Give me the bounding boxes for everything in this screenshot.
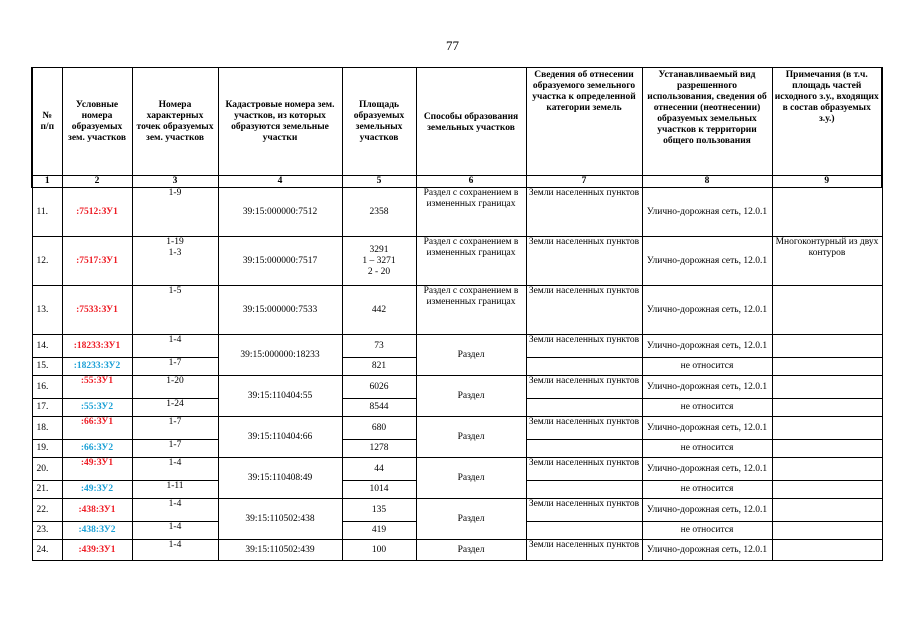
points-cell: 1-5 (132, 286, 218, 335)
row-number: 23. (32, 522, 62, 540)
note-cell (772, 358, 882, 376)
cadastral-cell: 39:15:000000:7517 (218, 237, 342, 286)
zu-label: :7512:ЗУ1 (62, 188, 132, 237)
use-cell: Улично-дорожная сеть, 12.0.1 (642, 417, 772, 440)
note-cell (772, 417, 882, 440)
zu-label: :438:ЗУ2 (62, 522, 132, 540)
cadastral-cell: 39:15:110408:49 (218, 458, 342, 499)
row-number: 22. (32, 499, 62, 522)
note-cell: Многоконтурный из двух контуров (772, 237, 882, 286)
zu-label: :66:ЗУ1 (62, 417, 132, 440)
zu-label: :18233:ЗУ1 (62, 335, 132, 358)
zu-label: :66:ЗУ2 (62, 440, 132, 458)
category-cell: Земли населенных пунктов (526, 237, 642, 286)
cadastral-cell: 39:15:000000:18233 (218, 335, 342, 376)
row-number: 21. (32, 481, 62, 499)
header-permitted-use: Устанавливаемый вид разрешенного использования, сведения об отнесении (неотнесении) образуемых земельных участков к территории общего пользования (642, 68, 772, 176)
points-cell: 1-24 (132, 399, 218, 417)
zu-label: :18233:ЗУ2 (62, 358, 132, 376)
points-cell: 1-7 (132, 440, 218, 458)
use-cell: Улично-дорожная сеть, 12.0.1 (642, 237, 772, 286)
category-cell: Земли населенных пунктов (526, 417, 642, 440)
note-cell (772, 440, 882, 458)
header-cadastral-numbers: Кадастровые номера зем. участков, из которых образуются земельные участки (218, 68, 342, 176)
area-cell: 73 (342, 335, 416, 358)
use-cell: Улично-дорожная сеть, 12.0.1 (642, 286, 772, 335)
points-cell: 1-9 (132, 188, 218, 237)
area-cell: 3291 1 – 3271 2 - 20 (342, 237, 416, 286)
note-cell (772, 188, 882, 237)
row-number: 17. (32, 399, 62, 417)
header-number: № п/п (32, 68, 62, 176)
zu-label: :439:ЗУ1 (62, 540, 132, 561)
note-cell (772, 286, 882, 335)
category-cell (526, 481, 642, 499)
use-cell: не относится (642, 522, 772, 540)
category-cell: Земли населенных пунктов (526, 499, 642, 522)
category-cell (526, 440, 642, 458)
row-number: 13. (32, 286, 62, 335)
cadastral-cell: 39:15:000000:7512 (218, 188, 342, 237)
column-number: 8 (642, 176, 772, 188)
zu-label: :55:ЗУ1 (62, 376, 132, 399)
table-row (32, 237, 882, 286)
category-cell: Земли населенных пунктов (526, 335, 642, 358)
header-points: Номера характерных точек образуемых зем. участков (132, 68, 218, 176)
table-row (32, 335, 882, 358)
land-plots-table (31, 67, 883, 561)
note-cell (772, 481, 882, 499)
row-number: 14. (32, 335, 62, 358)
page-number: 77 (446, 38, 459, 53)
category-cell: Земли населенных пунктов (526, 458, 642, 481)
use-cell: не относится (642, 399, 772, 417)
zu-label: :49:ЗУ2 (62, 481, 132, 499)
zu-label: :7517:ЗУ1 (62, 237, 132, 286)
table-row (32, 417, 882, 440)
use-cell: Улично-дорожная сеть, 12.0.1 (642, 335, 772, 358)
points-cell: 1-4 (132, 540, 218, 561)
row-number: 20. (32, 458, 62, 481)
method-cell: Раздел (416, 376, 526, 417)
note-cell (772, 522, 882, 540)
method-cell: Раздел (416, 540, 526, 561)
points-cell: 1-7 (132, 358, 218, 376)
zu-label: :438:ЗУ1 (62, 499, 132, 522)
area-cell: 680 (342, 417, 416, 440)
area-cell: 135 (342, 499, 416, 522)
method-cell: Раздел (416, 335, 526, 376)
cadastral-cell: 39:15:110404:55 (218, 376, 342, 417)
note-cell (772, 499, 882, 522)
note-cell (772, 540, 882, 561)
use-cell: Улично-дорожная сеть, 12.0.1 (642, 499, 772, 522)
category-cell (526, 399, 642, 417)
area-cell: 8544 (342, 399, 416, 417)
row-number: 16. (32, 376, 62, 399)
use-cell: Улично-дорожная сеть, 12.0.1 (642, 188, 772, 237)
method-cell: Раздел (416, 458, 526, 499)
note-cell (772, 458, 882, 481)
note-cell (772, 335, 882, 358)
area-cell: 1014 (342, 481, 416, 499)
row-number: 12. (32, 237, 62, 286)
column-number: 2 (62, 176, 132, 188)
area-cell: 100 (342, 540, 416, 561)
use-cell: Улично-дорожная сеть, 12.0.1 (642, 376, 772, 399)
area-cell: 2358 (342, 188, 416, 237)
use-cell: не относится (642, 481, 772, 499)
note-cell (772, 376, 882, 399)
header-area: Площадь образуемых земельных участков (342, 68, 416, 176)
points-cell: 1-4 (132, 499, 218, 522)
cadastral-cell: 39:15:110502:439 (218, 540, 342, 561)
points-cell: 1-19 1-3 (132, 237, 218, 286)
row-number: 24. (32, 540, 62, 561)
cadastral-cell: 39:15:000000:7533 (218, 286, 342, 335)
table-row (32, 286, 882, 335)
row-number: 19. (32, 440, 62, 458)
use-cell: Улично-дорожная сеть, 12.0.1 (642, 540, 772, 561)
use-cell: Улично-дорожная сеть, 12.0.1 (642, 458, 772, 481)
category-cell: Земли населенных пунктов (526, 540, 642, 561)
column-number: 7 (526, 176, 642, 188)
table-row (32, 376, 882, 399)
table-row (32, 499, 882, 522)
points-cell: 1-11 (132, 481, 218, 499)
method-cell: Раздел с сохранением в измененных границах (416, 188, 526, 237)
area-cell: 1278 (342, 440, 416, 458)
cadastral-cell: 39:15:110404:66 (218, 417, 342, 458)
table-row (32, 188, 882, 237)
points-cell: 1-7 (132, 417, 218, 440)
header-row (32, 68, 882, 176)
method-cell: Раздел (416, 417, 526, 458)
column-number: 1 (32, 176, 62, 188)
row-number: 15. (32, 358, 62, 376)
column-number: 5 (342, 176, 416, 188)
note-cell (772, 399, 882, 417)
points-cell: 1-20 (132, 376, 218, 399)
area-cell: 821 (342, 358, 416, 376)
use-cell: не относится (642, 440, 772, 458)
column-number: 9 (772, 176, 882, 188)
points-cell: 1-4 (132, 335, 218, 358)
zu-label: :49:ЗУ1 (62, 458, 132, 481)
points-cell: 1-4 (132, 458, 218, 481)
area-cell: 442 (342, 286, 416, 335)
table-row (32, 458, 882, 481)
header-category: Сведения об отнесении образуемого земельного участка к определенной категории земель (526, 68, 642, 176)
use-cell: не относится (642, 358, 772, 376)
row-number: 18. (32, 417, 62, 440)
row-number: 11. (32, 188, 62, 237)
area-cell: 419 (342, 522, 416, 540)
column-number: 6 (416, 176, 526, 188)
column-number-row (32, 176, 882, 188)
header-notes: Примечания (в т.ч. площадь частей исходного з.у., входящих в состав образуемых з.у.) (772, 68, 882, 176)
header-conditional-numbers: Условные номера образуемых зем. участков (62, 68, 132, 176)
header-methods: Способы образования земельных участков (416, 68, 526, 176)
category-cell: Земли населенных пунктов (526, 188, 642, 237)
method-cell: Раздел с сохранением в измененных границах (416, 286, 526, 335)
column-number: 3 (132, 176, 218, 188)
zu-label: :7533:ЗУ1 (62, 286, 132, 335)
table-row (32, 540, 882, 561)
zu-label: :55:ЗУ2 (62, 399, 132, 417)
category-cell: Земли населенных пунктов (526, 376, 642, 399)
method-cell: Раздел с сохранением в измененных границах (416, 237, 526, 286)
points-cell: 1-4 (132, 522, 218, 540)
cadastral-cell: 39:15:110502:438 (218, 499, 342, 540)
method-cell: Раздел (416, 499, 526, 540)
area-cell: 44 (342, 458, 416, 481)
column-number: 4 (218, 176, 342, 188)
category-cell: Земли населенных пунктов (526, 286, 642, 335)
area-cell: 6026 (342, 376, 416, 399)
category-cell (526, 522, 642, 540)
category-cell (526, 358, 642, 376)
